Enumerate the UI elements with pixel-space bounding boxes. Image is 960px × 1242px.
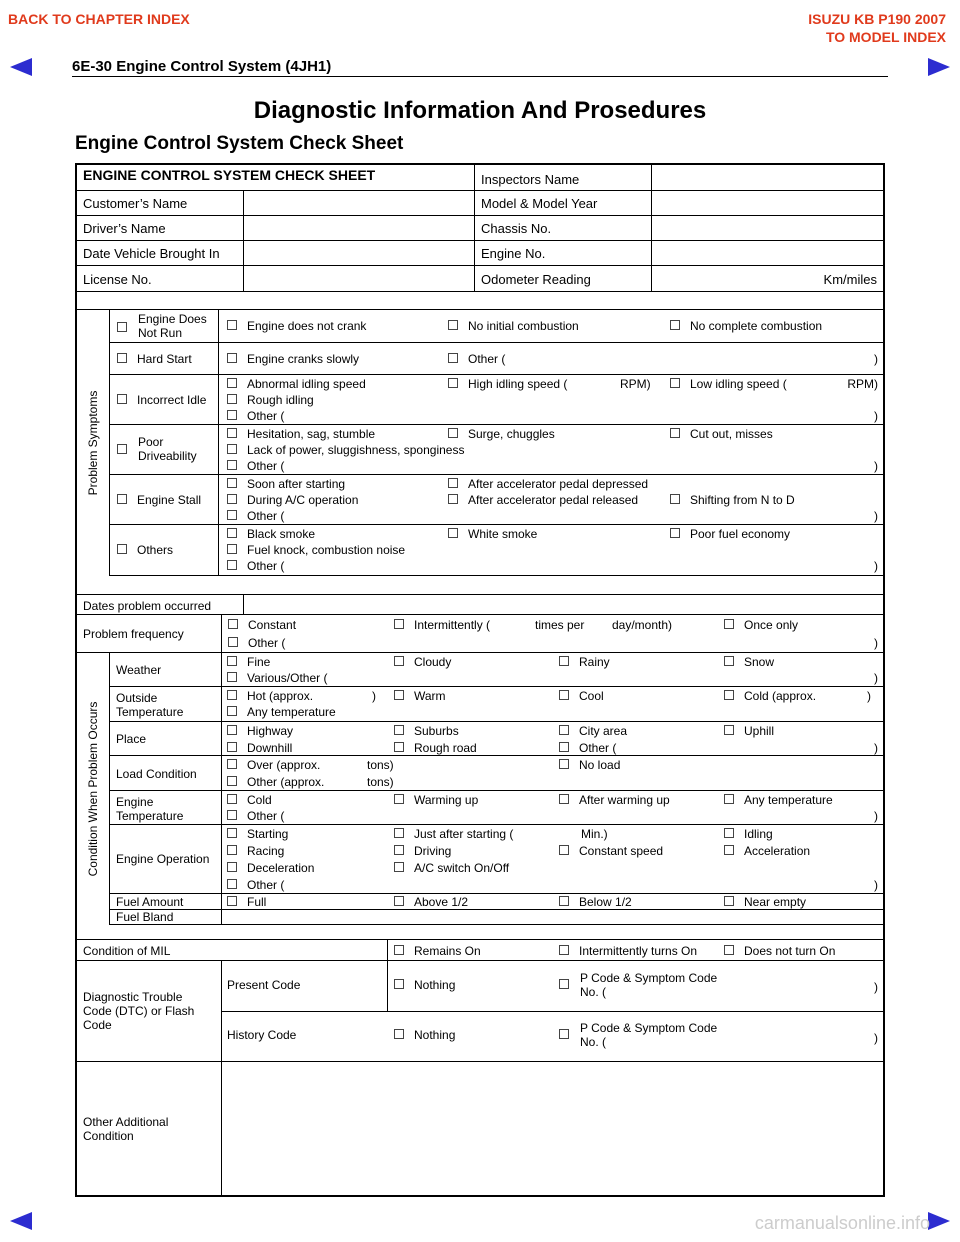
- checkbox[interactable]: [228, 619, 238, 629]
- checkbox[interactable]: [394, 725, 404, 735]
- close-paren: ): [874, 409, 878, 423]
- rpm-label: RPM): [620, 377, 651, 391]
- checkbox[interactable]: [448, 528, 458, 538]
- opt-stall-other: Other (: [247, 509, 285, 523]
- hard-start-label: Hard Start: [137, 352, 192, 366]
- section-subtitle: Engine Control System Check Sheet: [75, 133, 404, 154]
- opt-deceleration: Deceleration: [247, 861, 315, 875]
- checkbox[interactable]: [724, 690, 734, 700]
- opt-cranks-slowly: Engine cranks slowly: [247, 352, 360, 366]
- checkbox[interactable]: [227, 896, 237, 906]
- checkbox[interactable]: [394, 945, 404, 955]
- day-month-label: day/month): [612, 618, 673, 632]
- checkbox[interactable]: [559, 979, 569, 989]
- checkbox[interactable]: [559, 690, 569, 700]
- opt-full: Full: [247, 895, 267, 909]
- opt-constant-speed: Constant speed: [579, 844, 664, 858]
- checkbox[interactable]: [227, 690, 237, 700]
- sheet-header-row-1: [77, 165, 883, 191]
- checkbox[interactable]: [227, 510, 237, 520]
- engine-no-label: Engine No.: [481, 246, 546, 261]
- checkbox[interactable]: [227, 672, 237, 682]
- frequency-row: [77, 615, 883, 653]
- checkbox[interactable]: [394, 619, 404, 629]
- weather-label: Weather: [116, 663, 162, 677]
- opt-soon-after-start: Soon after starting: [247, 477, 346, 491]
- opt-no-crank: Engine does not crank: [247, 319, 367, 333]
- checkbox[interactable]: [227, 828, 237, 838]
- checkbox[interactable]: [227, 528, 237, 538]
- opt-racing: Racing: [247, 844, 285, 858]
- opt-rough-idle: Rough idling: [247, 393, 314, 407]
- checkbox[interactable]: [394, 742, 404, 752]
- opt-lack-power: Lack of power, sluggishness, sponginess: [247, 443, 465, 457]
- opt-constant: Constant: [248, 618, 297, 632]
- close-paren: ): [874, 878, 878, 892]
- dtc-label: Diagnostic Trouble Code (DTC) or Flash Code: [83, 990, 195, 1032]
- symptoms-side-label-cell: [77, 310, 110, 576]
- sheet-header-row-5: [77, 266, 883, 292]
- opt-cool: Cool: [579, 689, 604, 703]
- sheet-header-row-2: [77, 191, 883, 216]
- next-page-arrow-icon[interactable]: [928, 1212, 950, 1230]
- sheet-title: ENGINE CONTROL SYSTEM CHECK SHEET: [83, 167, 376, 183]
- opt-black-smoke: Black smoke: [247, 527, 316, 541]
- checkbox[interactable]: [227, 320, 237, 330]
- close-paren: ): [874, 509, 878, 523]
- opt-downhill: Downhill: [247, 741, 293, 755]
- page-label: 6E-30 Engine Control System (4JH1): [72, 58, 332, 75]
- checkbox[interactable]: [448, 494, 458, 504]
- symptom-row-drive: [110, 425, 883, 475]
- checkbox[interactable]: [227, 410, 237, 420]
- checkbox[interactable]: [394, 862, 404, 872]
- check-sheet: [75, 163, 885, 1197]
- checkbox[interactable]: [394, 690, 404, 700]
- opt-pedal-depressed: After accelerator pedal depressed: [468, 477, 649, 491]
- opt-other-approx: Other (approx.: [247, 775, 325, 789]
- spacer-row: [77, 925, 883, 940]
- checkbox[interactable]: [117, 322, 127, 332]
- checkbox[interactable]: [227, 378, 237, 388]
- opt-poor-fuel: Poor fuel economy: [690, 527, 791, 541]
- checkbox[interactable]: [448, 428, 458, 438]
- opt-over-approx: Over (approx.: [247, 758, 321, 772]
- opt-starting: Starting: [247, 827, 289, 841]
- checkbox[interactable]: [227, 544, 237, 554]
- history-pcode-label: P Code & Symptom Code: [580, 1021, 718, 1035]
- opt-below-half: Below 1/2: [579, 895, 632, 909]
- checkbox[interactable]: [724, 945, 734, 955]
- checkbox[interactable]: [670, 378, 680, 388]
- opt-various: Various/Other (: [247, 671, 328, 685]
- date-brought-label: Date Vehicle Brought In: [83, 246, 220, 261]
- opt-fuel-knock: Fuel knock, combustion noise: [247, 543, 406, 557]
- checkbox[interactable]: [227, 776, 237, 786]
- cond-row-weather: [110, 653, 883, 687]
- checkbox[interactable]: [559, 1029, 569, 1039]
- opt-idle-other: Other (: [247, 409, 285, 423]
- prev-page-arrow-icon[interactable]: [10, 1212, 32, 1230]
- other-additional-label: Other Additional Condition: [83, 1115, 169, 1143]
- opt-white-smoke: White smoke: [468, 527, 538, 541]
- place-label: Place: [116, 732, 147, 746]
- present-no-label: No. (: [580, 985, 607, 999]
- checkbox[interactable]: [227, 879, 237, 889]
- checkbox[interactable]: [227, 560, 237, 570]
- checkbox[interactable]: [227, 460, 237, 470]
- checkbox[interactable]: [559, 759, 569, 769]
- opt-snow: Snow: [744, 655, 775, 669]
- checkbox[interactable]: [559, 845, 569, 855]
- checkbox[interactable]: [227, 353, 237, 363]
- spacer-row: [77, 576, 883, 595]
- checkbox[interactable]: [117, 544, 127, 554]
- checkbox[interactable]: [394, 845, 404, 855]
- license-label: License No.: [83, 272, 152, 287]
- opt-cloudy: Cloudy: [414, 655, 452, 669]
- checkbox[interactable]: [227, 725, 237, 735]
- opt-mil-intermittent: Intermittently turns On: [579, 944, 698, 958]
- frequency-label: Problem frequency: [83, 627, 184, 641]
- opt-surge: Surge, chuggles: [468, 427, 555, 441]
- conditions-side-label-cell: [77, 653, 110, 925]
- opt-any-engine-temp: Any temperature: [744, 793, 833, 807]
- checkbox[interactable]: [227, 845, 237, 855]
- problem-symptoms-label: Problem Symptoms: [86, 390, 100, 496]
- kmmiles-label: Km/miles: [823, 272, 877, 287]
- opt-fine: Fine: [247, 655, 271, 669]
- close-paren: ): [874, 1031, 878, 1045]
- opt-history-nothing: Nothing: [414, 1028, 456, 1042]
- checkbox[interactable]: [394, 656, 404, 666]
- opt-once-only: Once only: [744, 618, 799, 632]
- opt-present-nothing: Nothing: [414, 978, 456, 992]
- back-to-chapter-link[interactable]: BACK TO CHAPTER INDEX: [8, 11, 190, 27]
- checkbox[interactable]: [227, 428, 237, 438]
- close-paren: ): [874, 459, 878, 473]
- checkbox[interactable]: [670, 494, 680, 504]
- history-code-label: History Code: [227, 1028, 297, 1042]
- opt-ac-switch: A/C switch On/Off: [414, 861, 510, 875]
- next-page-arrow-icon[interactable]: [928, 58, 950, 76]
- model-year-label: Model & Model Year: [481, 196, 598, 211]
- close-paren: ): [867, 689, 871, 703]
- present-pcode-label: P Code & Symptom Code: [580, 971, 718, 985]
- checkbox[interactable]: [227, 394, 237, 404]
- cond-row-engine-temp: [110, 791, 883, 825]
- engine-temp-label: Engine Temperature: [116, 795, 184, 823]
- cond-row-fuel-bland: [110, 910, 883, 925]
- symptom-row-hard-start: [110, 343, 883, 375]
- odometer-label: Odometer Reading: [481, 272, 591, 287]
- fuel-amount-label: Fuel Amount: [116, 895, 184, 909]
- checkbox[interactable]: [227, 862, 237, 872]
- close-paren: ): [874, 636, 878, 650]
- checkbox[interactable]: [227, 759, 237, 769]
- dtc-divider: [221, 1011, 883, 1012]
- checkbox[interactable]: [117, 494, 127, 504]
- opt-freq-other: Other (: [248, 636, 286, 650]
- symptom-row-others: [110, 525, 883, 576]
- checkbox[interactable]: [724, 619, 734, 629]
- opt-city: City area: [579, 724, 628, 738]
- checkbox[interactable]: [724, 725, 734, 735]
- opt-intermittent: Intermittently (: [414, 618, 491, 632]
- others-label: Others: [137, 543, 174, 557]
- opt-no-initial: No initial combustion: [468, 319, 579, 333]
- checkbox[interactable]: [117, 444, 127, 454]
- opt-above-half: Above 1/2: [414, 895, 469, 909]
- opt-cut-out: Cut out, misses: [690, 427, 773, 441]
- symptom-row-idle: [110, 375, 883, 425]
- opt-highway: Highway: [247, 724, 294, 738]
- dates-label: Dates problem occurred: [83, 599, 212, 613]
- checkbox[interactable]: [448, 320, 458, 330]
- page-title: Diagnostic Information And Prosedures: [253, 97, 707, 124]
- drivers-name-label: Driver’s Name: [83, 221, 166, 236]
- header-divider: [72, 76, 888, 77]
- close-paren: ): [874, 559, 878, 573]
- sheet-header-row-3: [77, 216, 883, 241]
- checkbox[interactable]: [394, 896, 404, 906]
- checkbox[interactable]: [394, 828, 404, 838]
- opt-hesitation: Hesitation, sag, stumble: [247, 427, 376, 441]
- opt-after-warming: After warming up: [579, 793, 670, 807]
- opt-pedal-released: After accelerator pedal released: [468, 493, 639, 507]
- other-additional-row: [77, 1062, 883, 1195]
- inspectors-name-label: Inspectors Name: [481, 172, 580, 187]
- opt-hs-other: Other (: [468, 352, 506, 366]
- checkbox[interactable]: [559, 742, 569, 752]
- cond-row-engine-op: [110, 825, 883, 894]
- prev-page-arrow-icon[interactable]: [10, 58, 32, 76]
- opt-shift-n-d: Shifting from N to D: [690, 493, 795, 507]
- opt-hot: Hot (approx.: [247, 689, 314, 703]
- checkbox[interactable]: [670, 320, 680, 330]
- checkbox[interactable]: [670, 428, 680, 438]
- close-paren: ): [874, 809, 878, 823]
- close-paren: ): [874, 352, 878, 366]
- checkbox[interactable]: [227, 810, 237, 820]
- model-index-title: ISUZU KB P190 2007: [808, 11, 946, 27]
- stall-label: Engine Stall: [137, 493, 202, 507]
- checkbox[interactable]: [559, 896, 569, 906]
- load-label: Load Condition: [116, 767, 197, 781]
- checkbox[interactable]: [559, 945, 569, 955]
- checkbox[interactable]: [724, 845, 734, 855]
- checkbox[interactable]: [394, 1029, 404, 1039]
- chassis-label: Chassis No.: [481, 221, 552, 236]
- checkbox[interactable]: [559, 656, 569, 666]
- engine-op-label: Engine Operation: [116, 852, 210, 866]
- opt-no-load: No load: [579, 758, 621, 772]
- present-code-label: Present Code: [227, 978, 301, 992]
- cond-row-outside-temp: [110, 687, 883, 722]
- opt-no-complete: No complete combustion: [690, 319, 823, 333]
- checkbox[interactable]: [227, 494, 237, 504]
- checkbox[interactable]: [227, 742, 237, 752]
- checkbox[interactable]: [448, 353, 458, 363]
- opt-mil-not-on: Does not turn On: [744, 944, 836, 958]
- checkbox[interactable]: [394, 794, 404, 804]
- cond-row-load: [110, 756, 883, 791]
- opt-cold: Cold: [247, 793, 272, 807]
- checkbox[interactable]: [394, 979, 404, 989]
- opt-drive-other: Other (: [247, 459, 285, 473]
- opt-near-empty: Near empty: [744, 895, 807, 909]
- opt-mil-remains-on: Remains On: [414, 944, 481, 958]
- opt-rough-road: Rough road: [414, 741, 477, 755]
- checkbox[interactable]: [559, 794, 569, 804]
- opt-rainy: Rainy: [579, 655, 610, 669]
- symptom-row-no-run: [110, 310, 883, 343]
- close-paren: ): [874, 741, 878, 755]
- checkbox[interactable]: [227, 656, 237, 666]
- tons-label: tons): [367, 758, 394, 772]
- opt-others-other: Other (: [247, 559, 285, 573]
- opt-cold-approx: Cold (approx.: [744, 689, 817, 703]
- checkbox[interactable]: [559, 725, 569, 735]
- opt-uphill: Uphill: [744, 724, 775, 738]
- opt-engop-other: Other (: [247, 878, 285, 892]
- drive-label: Poor Driveability: [138, 435, 197, 463]
- checkbox[interactable]: [448, 378, 458, 388]
- opt-just-after: Just after starting (: [414, 827, 514, 841]
- sheet-header-row-4: [77, 241, 883, 266]
- history-no-label: No. (: [580, 1035, 607, 1049]
- opt-engtemp-other: Other (: [247, 809, 285, 823]
- mil-label: Condition of MIL: [83, 944, 171, 958]
- opt-abnormal-idle: Abnormal idling speed: [247, 377, 366, 391]
- outside-temp-label: Outside Temperature: [116, 691, 184, 719]
- checkbox[interactable]: [724, 656, 734, 666]
- condition-section-label: Condition When Problem Occurs: [86, 701, 100, 877]
- opt-any-temp: Any temperature: [247, 705, 336, 719]
- min-label: Min.): [581, 827, 608, 841]
- dates-row: [77, 595, 883, 615]
- close-paren: ): [874, 671, 878, 685]
- checkbox[interactable]: [117, 394, 127, 404]
- to-model-index-link[interactable]: TO MODEL INDEX: [825, 29, 946, 45]
- close-paren: ): [372, 689, 376, 703]
- rpm-label: RPM): [847, 377, 878, 391]
- checkbox[interactable]: [228, 637, 238, 647]
- checkbox[interactable]: [448, 478, 458, 488]
- idle-label: Incorrect Idle: [137, 393, 207, 407]
- opt-suburbs: Suburbs: [414, 724, 459, 738]
- opt-low-idle: Low idling speed (: [690, 377, 787, 391]
- opt-warming-up: Warming up: [414, 793, 479, 807]
- opt-ac-operation: During A/C operation: [247, 493, 359, 507]
- checkbox[interactable]: [724, 794, 734, 804]
- mil-row: [77, 940, 883, 961]
- opt-driving: Driving: [414, 844, 452, 858]
- opt-high-idle: High idling speed (: [468, 377, 568, 391]
- checkbox[interactable]: [227, 794, 237, 804]
- no-run-label: Engine Does Not Run: [138, 312, 207, 340]
- dtc-row: [77, 961, 883, 1062]
- times-per-label: times per: [535, 618, 585, 632]
- close-paren: ): [874, 980, 878, 994]
- customers-name-label: Customer’s Name: [83, 196, 188, 211]
- checkbox[interactable]: [724, 896, 734, 906]
- opt-acceleration: Acceleration: [744, 844, 811, 858]
- checkbox[interactable]: [227, 478, 237, 488]
- checkbox[interactable]: [670, 528, 680, 538]
- checkbox[interactable]: [227, 444, 237, 454]
- tons-label: tons): [367, 775, 394, 789]
- opt-idling: Idling: [744, 827, 773, 841]
- fuel-bland-label: Fuel Bland: [116, 910, 174, 924]
- spacer-row: [77, 292, 883, 310]
- checkbox[interactable]: [227, 706, 237, 716]
- symptom-row-stall: [110, 475, 883, 525]
- cond-row-fuel-amount: [110, 894, 883, 910]
- cond-row-place: [110, 722, 883, 756]
- checkbox[interactable]: [117, 353, 127, 363]
- opt-place-other: Other (: [579, 741, 617, 755]
- watermark: carmanualsonline.info: [754, 1213, 930, 1233]
- checkbox[interactable]: [724, 828, 734, 838]
- opt-warm: Warm: [414, 689, 446, 703]
